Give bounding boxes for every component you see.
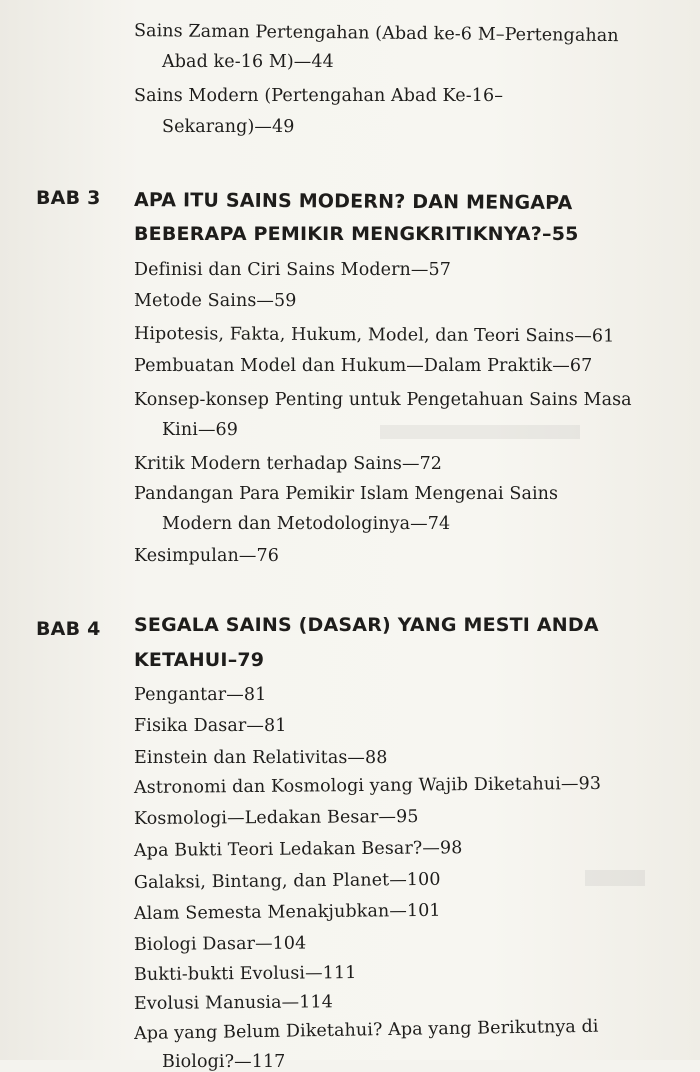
toc-entry: Galaksi, Bintang, dan Planet—100	[133, 869, 441, 893]
toc-entry: Abad ke-16 M)—44	[162, 52, 334, 72]
toc-entry: Kini—69	[162, 420, 239, 440]
toc-entry: Pandangan Para Pemikir Islam Mengenai Sains	[134, 484, 559, 504]
chapter-label: BAB 4	[36, 618, 101, 640]
show-through-shadow	[585, 870, 645, 886]
toc-entry: Apa Bukti Teori Ledakan Besar?—98	[133, 838, 463, 861]
chapter-title: KETAHUI–79	[134, 649, 265, 671]
toc-entry: Alam Semesta Menakjubkan—101	[133, 900, 441, 924]
toc-entry: Definisi dan Ciri Sains Modern—57	[134, 260, 452, 280]
toc-entry: Apa yang Belum Diketahui? Apa yang Berikutnya di	[133, 1016, 599, 1044]
toc-entry: Fisika Dasar—81	[134, 716, 287, 736]
chapter-title: SEGALA SAINS (DASAR) YANG MESTI ANDA	[134, 614, 599, 636]
toc-entry: Sekarang)—49	[162, 117, 295, 137]
toc-entry: Astronomi dan Kosmologi yang Wajib Diketahui—93	[133, 773, 602, 798]
toc-entry: Sains Zaman Pertengahan (Abad ke-6 M–Pertengahan	[133, 21, 619, 47]
toc-entry: Modern dan Metodologinya—74	[162, 514, 451, 534]
toc-entry: Kesimpulan—76	[134, 546, 279, 566]
toc-entry: Bukti-bukti Evolusi—111	[133, 963, 357, 985]
chapter-title: BEBERAPA PEMIKIR MENGKRITIKNYA?–55	[134, 223, 579, 245]
toc-entry: Kosmologi—Ledakan Besar—95	[133, 807, 419, 829]
chapter-label: BAB 3	[36, 187, 101, 209]
toc-entry: Konsep-konsep Penting untuk Pengetahuan Sains Masa	[134, 390, 632, 410]
show-through-shadow	[380, 425, 580, 439]
toc-entry: Biologi Dasar—104	[133, 933, 307, 955]
toc-entry: Sains Modern (Pertengahan Abad Ke-16–	[134, 86, 504, 106]
toc-entry: Evolusi Manusia—114	[133, 992, 334, 1014]
toc-entry: Hipotesis, Fakta, Hukum, Model, dan Teori Sains—61	[133, 324, 615, 347]
toc-entry: Pembuatan Model dan Hukum—Dalam Praktik—67	[134, 356, 593, 376]
toc-entry: Pengantar—81	[134, 685, 267, 705]
toc-entry: Metode Sains—59	[134, 291, 297, 311]
toc-entry: Einstein dan Relativitas—88	[134, 748, 388, 768]
toc-entry: Biologi?—117	[162, 1052, 286, 1072]
chapter-title: APA ITU SAINS MODERN? DAN MENGAPA	[133, 189, 573, 215]
toc-entry: Kritik Modern terhadap Sains—72	[134, 454, 443, 474]
